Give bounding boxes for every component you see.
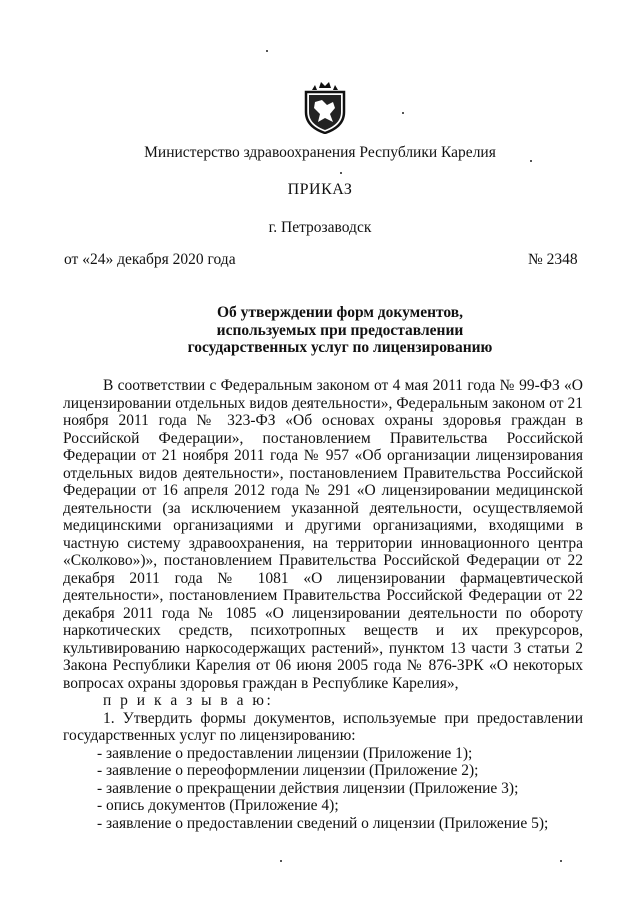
list-item: - заявление о предоставлении сведений о лицензии (Приложение 5); — [97, 814, 549, 832]
item-1: 1. Утвердить формы документов, используемые при предоставлении государственных услуг по лицензированию: — [63, 709, 583, 744]
list-item: - заявление о предоставлении лицензии (Приложение 1); — [97, 744, 473, 762]
list-item: - заявление о переоформлении лицензии (Приложение 2); — [97, 762, 479, 779]
scan-speck — [280, 860, 282, 862]
preamble-paragraph: В соответствии с Федеральным законом от 4 мая 2011 года № 99-ФЗ «О лицензировании отдельных видов деятельности», Федеральным законом от 21 ноября 2011 года № 323-ФЗ «Об основах охраны здоровья граждан в Российской Федерации», постановлением Правительства Российской Федерации от 21 ноября 2011 года № 957 «Об организации лицензирования отдельных видов деятельности», постановлением Правительства Российской Федерации от 16 апреля 2012 года № 291 «О лицензировании медицинской деятельности (за исключением указанной деятельности, осуществляемой медицинскими организациями и другими организациями, входящими в частную систему здравоохранения, на территории инновационного центра «Сколково»)», постановлением Правительства Российской Федерации от 22 декабря 2011 года № 1081 «О лицензировании фармацевтической деятельности», постановлением Правительства Российской Федерации от 22 декабря 2011 года № 1085 «О лицензировании деятельности по обороту наркотических средств, психотропных веществ и их прекурсоров, культивированию наркосодержащих растений», пунктом 13 части 3 статьи 2 Закона Республики Карелия от 06 июня 2005 года № 876-ЗРК «О некоторых вопросах охраны здоровья граждан в Республике Карелия», — [63, 377, 583, 692]
scan-speck — [402, 112, 404, 114]
order-body — [63, 377, 583, 832]
coat-of-arms-icon — [300, 78, 350, 134]
order-word: п р и к а з ы в а ю: — [103, 692, 274, 709]
document-type: ПРИКАЗ — [287, 181, 353, 198]
scan-speck — [560, 860, 562, 862]
list-item: - заявление о прекращении действия лицензии (Приложение 3); — [97, 779, 519, 797]
forms-list — [63, 745, 583, 833]
order-date: от «24» декабря 2020 года — [64, 251, 236, 268]
scan-speck — [340, 172, 342, 174]
ministry-name: Министерство здравоохранения Республики Карелия — [144, 144, 496, 161]
order-number: № 2348 — [528, 251, 578, 268]
title-line-2: используемых при предоставлении — [216, 321, 464, 339]
scan-speck — [530, 160, 532, 162]
scan-speck — [266, 50, 268, 52]
city: г. Петрозаводск — [268, 219, 372, 236]
order-title — [150, 304, 530, 357]
title-line-1: Об утверждении форм документов, — [216, 304, 464, 321]
list-item: - опись документов (Приложение 4); — [97, 797, 339, 814]
title-line-3: государственных услуг по лицензированию — [187, 339, 493, 356]
